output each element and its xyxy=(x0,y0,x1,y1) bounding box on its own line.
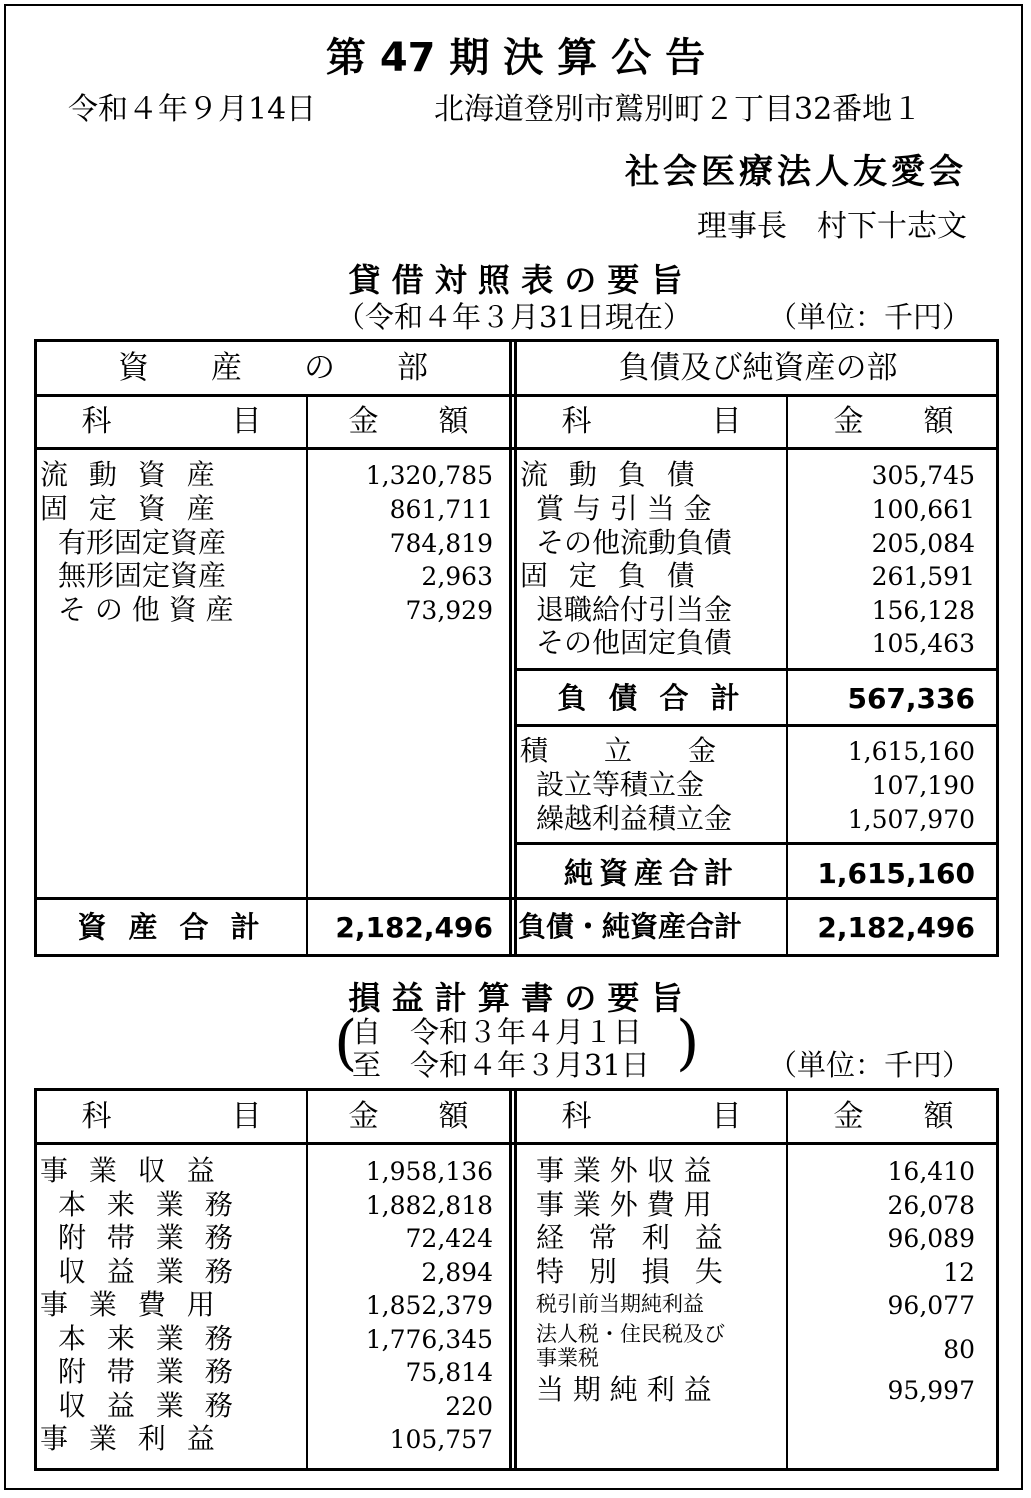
income-value: 105,757 xyxy=(389,1425,493,1454)
liability-label: 固 定 負 債 xyxy=(520,559,701,592)
income-item-column-header-right: 科 目 xyxy=(561,1099,742,1134)
equity-value: 1,615,160 xyxy=(847,737,975,766)
asset-value: 73,929 xyxy=(405,596,493,625)
income-value: 1,882,818 xyxy=(365,1191,493,1220)
company-address: 北海道登別市鷲別町２丁目32番地１ xyxy=(434,92,923,127)
income-value: 2,894 xyxy=(421,1258,493,1287)
assets-amount-column-header: 金 額 xyxy=(348,404,469,439)
equity-total-label: 純資産合計 xyxy=(563,856,739,890)
asset-value: 1,320,785 xyxy=(365,461,493,490)
income-statement-title: 損 益 計 算 書 の 要 旨 xyxy=(348,979,683,1017)
liabilities-total-value: 567,336 xyxy=(847,682,975,715)
income-label: 事 業 外 費 用 xyxy=(536,1188,712,1221)
equity-label: 設立等積立金 xyxy=(536,768,705,801)
liabilities-section-header: 負債及び純資産の部 xyxy=(618,350,898,386)
equity-total-value: 1,615,160 xyxy=(817,857,975,890)
asset-value: 861,711 xyxy=(389,495,493,524)
liab-item-column-header: 科 目 xyxy=(561,404,742,439)
income-label: 本 来 業 務 xyxy=(58,1188,239,1221)
income-label: 事 業 利 益 xyxy=(40,1422,221,1455)
asset-label: 固 定 資 産 xyxy=(40,492,221,525)
assets-item-column-header: 科 目 xyxy=(81,404,262,439)
income-item-column-header: 科 目 xyxy=(81,1099,262,1134)
equity-label: 繰越利益積立金 xyxy=(536,802,733,835)
liability-value: 156,128 xyxy=(871,596,975,625)
income-label: 当 期 純 利 益 xyxy=(536,1373,712,1406)
income-label: 本 来 業 務 xyxy=(58,1322,239,1355)
income-value: 75,814 xyxy=(405,1358,493,1387)
asset-label: 無形固定資産 xyxy=(58,559,227,592)
equity-value: 107,190 xyxy=(871,771,975,800)
balance-sheet-date: （令和４年３月31日現在） xyxy=(336,300,692,334)
asset-label: 有形固定資産 xyxy=(58,526,227,559)
income-label: 収 益 業 務 xyxy=(58,1389,239,1422)
asset-value: 784,819 xyxy=(389,529,493,558)
liability-label: その他流動負債 xyxy=(536,526,733,559)
income-value: 1,852,379 xyxy=(365,1291,493,1320)
income-label: 法人税・住民税及び xyxy=(536,1322,725,1346)
income-value: 12 xyxy=(943,1258,975,1287)
grand-total-label: 負債・純資産合計 xyxy=(518,910,743,943)
liability-value: 205,084 xyxy=(871,529,975,558)
asset-label: そ の 他 資 産 xyxy=(58,593,234,626)
liability-label: 賞 与 引 当 金 xyxy=(536,492,712,525)
income-value: 16,410 xyxy=(887,1157,975,1186)
income-label: 事 業 収 益 xyxy=(40,1154,221,1187)
income-label: 経 常 利 益 xyxy=(536,1221,731,1254)
income-value: 80 xyxy=(943,1335,975,1364)
assets-total-value: 2,182,496 xyxy=(335,911,493,944)
liability-value: 261,591 xyxy=(871,562,975,591)
income-value: 72,424 xyxy=(405,1224,493,1253)
period-to: 至 令和４年３月31日 xyxy=(352,1048,650,1082)
income-statement-unit: （単位：千円） xyxy=(768,1048,972,1082)
income-label: 事 業 費 用 xyxy=(40,1288,221,1321)
income-label-line2: 事業税 xyxy=(536,1346,599,1370)
liability-label: 流 動 負 債 xyxy=(520,458,701,491)
income-label: 事 業 外 収 益 xyxy=(536,1154,712,1187)
income-label: 収 益 業 務 xyxy=(58,1255,239,1288)
equity-value: 1,507,970 xyxy=(847,805,975,834)
balance-sheet-title: 貸 借 対 照 表 の 要 旨 xyxy=(348,261,683,299)
income-value: 96,077 xyxy=(887,1291,975,1320)
grand-total-value: 2,182,496 xyxy=(817,911,975,944)
assets-total-label: 資 産 合 計 xyxy=(77,910,266,944)
period-bracket: ( xyxy=(334,1008,358,1078)
income-amount-column-header: 金 額 xyxy=(348,1099,469,1134)
income-amount-column-header-right: 金 額 xyxy=(833,1099,954,1134)
income-label: 特 別 損 失 xyxy=(536,1255,731,1288)
income-label: 税引前当期純利益 xyxy=(536,1292,704,1316)
balance-sheet-unit: （単位：千円） xyxy=(768,300,972,334)
income-value: 220 xyxy=(445,1392,493,1421)
period-from: 自 令和３年４月１日 xyxy=(352,1015,643,1049)
liability-label: 退職給付引当金 xyxy=(536,593,733,626)
equity-label: 積 立 金 xyxy=(520,734,717,767)
liability-value: 305,745 xyxy=(871,461,975,490)
income-value: 1,776,345 xyxy=(365,1325,493,1354)
income-label: 附 帯 業 務 xyxy=(58,1355,239,1388)
income-value: 1,958,136 xyxy=(365,1157,493,1186)
liab-amount-column-header: 金 額 xyxy=(833,404,954,439)
income-value: 26,078 xyxy=(887,1191,975,1220)
representative: 理事長 村下十志文 xyxy=(697,209,967,244)
liability-label: その他固定負債 xyxy=(536,626,733,659)
income-value: 95,997 xyxy=(887,1376,975,1405)
page-title: 第 47 期 決 算 公 告 xyxy=(325,35,706,81)
asset-value: 2,963 xyxy=(421,562,493,591)
period-bracket: ) xyxy=(676,1008,700,1078)
liability-value: 100,661 xyxy=(871,495,975,524)
income-label: 附 帯 業 務 xyxy=(58,1221,239,1254)
liabilities-total-label: 負 債 合 計 xyxy=(557,681,746,715)
liability-value: 105,463 xyxy=(871,629,975,658)
asset-label: 流 動 資 産 xyxy=(40,458,221,491)
announcement-date: 令和４年９月14日 xyxy=(68,92,317,127)
income-value: 96,089 xyxy=(887,1224,975,1253)
assets-section-header: 資 産 の 部 xyxy=(118,350,428,386)
company-name: 社会医療法人友愛会 xyxy=(625,152,967,192)
